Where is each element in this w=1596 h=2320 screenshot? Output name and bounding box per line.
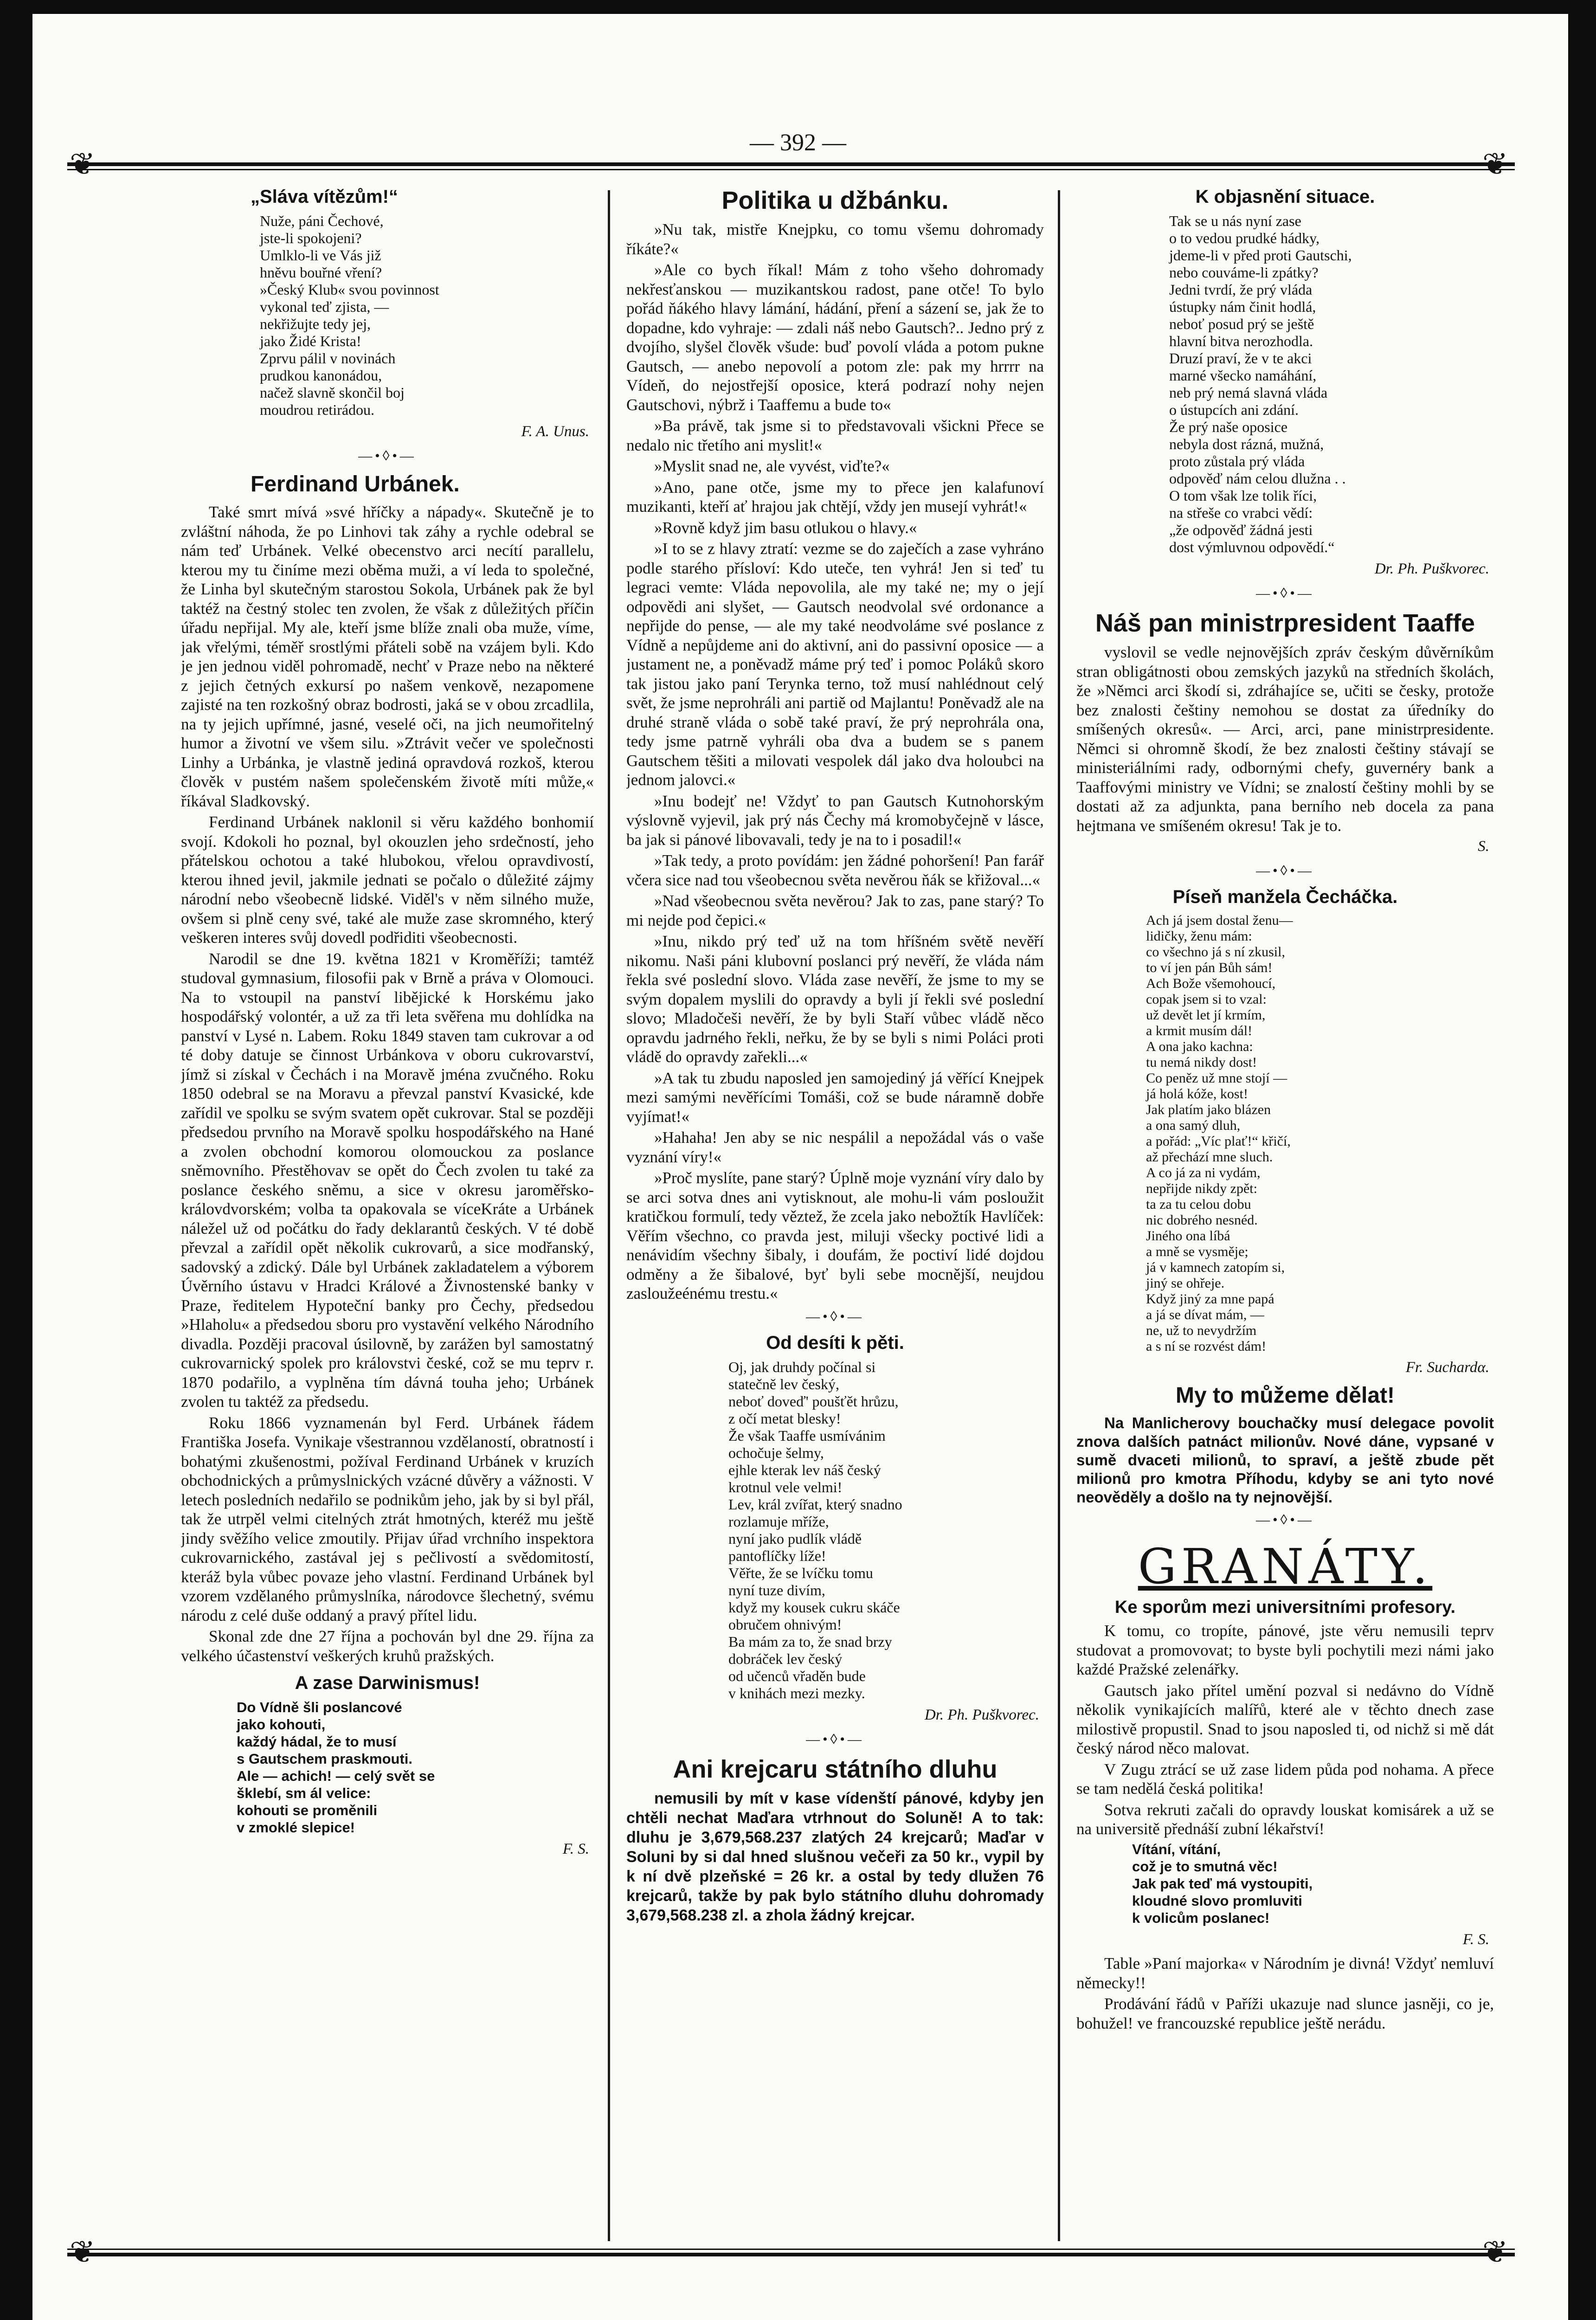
paragraph: K tomu, co tropíte, pánové, jste věru nemusili teprv studovat a promovovat; to byste byli pochytili mezi námi jako každé Pražské zelenářky. — [1076, 1622, 1494, 1678]
poem-line: Jedni tvrdí, že prý vláda — [1169, 281, 1313, 298]
poem-line: krotnul vele velmi! — [728, 1479, 843, 1495]
poem-line: A co já za ni vydám, — [1146, 1165, 1261, 1180]
poem-line: vykonal teď zjista, — — [260, 298, 389, 315]
poem-line: ne, už to nevydržím — [1146, 1323, 1257, 1338]
paragraph: »Nu tak, mistře Knejpku, co tomu všemu dohromady říkáte?« — [626, 220, 1044, 258]
corner-ornament-icon: ❦ — [70, 148, 96, 181]
article-title: Náš pan ministrpresident Taaffe — [1095, 609, 1475, 637]
article-objasneni — [1076, 186, 1494, 579]
poem-line: jiný se ohřeje. — [1146, 1276, 1225, 1291]
poem-line: neboť posud prý se ještě — [1169, 316, 1314, 332]
poem-line: k volicům poslanec! — [1132, 1909, 1270, 1926]
poem-line: Ale — achich! — celý svět se — [237, 1768, 435, 1784]
paragraph: Sotva rekruti začali do opravdy louskat komisárek a už se na universitě přednáší zubní lékařství! — [1076, 1800, 1494, 1838]
separator-ornament-icon: —•◊•— — [806, 1731, 864, 1747]
poem — [1132, 1841, 1494, 1927]
paragraph: »Proč myslíte, pane starý? Úplně moje vyznání víry dalo by se arci sotva dnes ani vytisknout, ale mohu-li vám posloužit kratičkou formulí, tedy věztež, že zcela jako nebožtík Havlíček: Věřím všechno, co pravda jest, miluji všecky poctivé lidi a nenávidím všechny šibaly, i doufám, že poctiví lidé dojdou odměny a že šibalové, byť byli sebe mocnější, neujdou zasloužeénému trestu.« — [626, 1169, 1044, 1302]
poem-line: každý hádal, že to musí — [237, 1734, 397, 1750]
column-divider — [608, 190, 610, 2241]
poem-line: dobráček lev český — [728, 1650, 843, 1667]
paragraph: »Ale co bych říkal! Mám z toho všeho dohromady nekřesťanskou — muzikantskou radost, pane otče! To bylo pořád ňákého hlavy lámání, hádání, pření a sázení se, jak že to dopadne, kdo vyhraje: — zdali náš nebo Gautsch?.. Jedno prý z dvojího, slyšel člověk všude: buď povolí vláda a potom pukne Gautsch, — anebo nepovolí a potom zle: pak my hrrrr na Vídeň, do nejostřejší oposice, která podrazí nohy nejen Gautschovi, nýbrž i Taaffemu a bude to« — [626, 261, 1044, 414]
signature: Dr. Ph. Puškvorec. — [924, 1707, 1039, 1723]
poem-line: prudkou kanonádou, — [260, 367, 382, 384]
separator-ornament-icon: —•◊•— — [1256, 1512, 1314, 1527]
poem-line: od učenců vřaděn bude — [728, 1668, 866, 1684]
poem-line: Vítání, vítání, — [1132, 1841, 1221, 1857]
paragraph: Ferdinand Urbánek naklonil si věru každého bonhomií svojí. Kdokoli ho poznal, byl okouzlen jeho srdečností, jeho přátelskou ochotou a také hlubokou, vřelou opravdivostí, kterou ihned jevil, jakmile jednati se počalo o důležité zájmy národní nebo všeobecně lidské. Viděl's v něm silného muže, ovšem si plně ceny své, také ale muže zase skromného, který veškeren interes svůj dovedl podřiditi všeobecnosti. — [181, 813, 594, 947]
poem-line: nyní jako pudlík vládě — [728, 1530, 862, 1547]
scan-edge-left — [0, 0, 32, 2320]
signature: S. — [1478, 838, 1489, 855]
poem-line: Umlklo-li ve Vás již — [260, 247, 381, 264]
poem-line: nebyla dost rázná, mužná, — [1169, 436, 1324, 452]
poem-line: a mně se vysměje; — [1146, 1244, 1248, 1259]
article-title: Politika u džbánku. — [721, 187, 949, 214]
poem-line: a krmit musím dál! — [1146, 1023, 1253, 1038]
poem-line: Co peněz už mne stojí — — [1146, 1070, 1287, 1086]
poem-line: nekřižujte tedy jej, — [260, 316, 371, 332]
poem — [1146, 913, 1494, 1354]
paragraph: »Ba právě, tak jsme si to představovali všickni Přece se nedalo nic třetího ani myslit!« — [626, 417, 1044, 454]
paragraph: »I to se z hlavy ztratí: vezme se do zaječích a zase vyhráno podle starého přísloví: Kdo uteče, ten vyhrá! Jen si teď tu legraci vemte: Vláda nepovolila, ale my také ne; my o její odpovědi ani slyšet, — Gautsch neodvolal své ordonance a nepřijde do pense, — ale my také neodvoláme své poslance z Vídně a nepůjdeme ani do aktivní, ani do passivní oposice — a justament ne, a poněvadž máme prý teď i pomoc Poláků skoro tak jistou jako paní Terynka terno, tož musí nahlédnout celý svět, že jsme neprohráli ani partiě od Majlantu! Poněvadž ale na druhé straně vláda o sobě také praví, že prý neprohrála ona, tedy jsme patrně vyhráli oba dva a budem se s panem Gautschem těšiti a milovati vespolek dál jako dva holoubci na jednom jalovci.« — [626, 540, 1044, 789]
signature: Fr. Suchardα. — [1405, 1359, 1489, 1376]
poem-line: Ach Bože všemohoucí, — [1146, 976, 1276, 991]
paragraph: nemusili by mít v kase vídenští pánové, kdyby jen chtěli nechat Maďara vtrhnout do Soluně! A to tak: dluhu je 3,679,568.237 zlatých 24 krejcarů; Maďar v Soluni by si dal hned slušnou večeři za 50 kr., vypil by k ní dvě plzeňské = 26 kr. a ostal by tedy dlužen 76 krejcarů, takže by pak bylo státního dluhu dohromady 3,679,568.238 zl. a zhola žádný krejcar. — [626, 1790, 1044, 1924]
poem-line: „že odpověď žádná jesti — [1169, 522, 1313, 538]
separator-ornament-icon: —•◊•— — [358, 448, 417, 464]
separator-ornament-icon: —•◊•— — [806, 1308, 864, 1324]
poem-line: neb prý nemá slavná vláda — [1169, 384, 1328, 401]
poem-line: Do Vídně šli poslancové — [237, 1699, 402, 1715]
poem-line: co všechno já s ní zkusil, — [1146, 944, 1285, 960]
poem-line: Ba mám za to, že snad brzy — [728, 1633, 892, 1650]
poem-line: Jak platím jako blázen — [1146, 1102, 1271, 1117]
poem-line: z očí metat blesky! — [728, 1410, 841, 1427]
poem-line: copak jsem si to vzal: — [1146, 992, 1267, 1007]
article-politika — [626, 186, 1044, 1303]
poem-line: jako Židé Krista! — [260, 333, 361, 349]
poem-line: jdeme-li v před proti Gautschi, — [1169, 247, 1352, 264]
poem-line: marné všecko namáhání, — [1169, 367, 1317, 384]
signature: F. S. — [562, 1841, 589, 1857]
article-cechacka — [1076, 886, 1494, 1378]
poem-line: Že prý naše oposice — [1169, 419, 1288, 435]
paragraph: »Rovně když jim basu otlukou o hlavy.« — [654, 518, 917, 537]
poem-line: moudrou retirádou. — [260, 401, 375, 418]
poem-line: o to vedou prudké hádky, — [1169, 230, 1320, 246]
article-title: Ferdinand Urbánek. — [251, 472, 460, 496]
poem-line: Když jiný za mne papá — [1146, 1291, 1274, 1307]
poem-line: já v kamnech zatopím si, — [1146, 1260, 1285, 1275]
article-title: Od desíti k pěti. — [766, 1333, 904, 1353]
signature: F. A. Unus. — [521, 423, 589, 440]
poem-line: Věřte, že se lvíčku tomu — [728, 1565, 873, 1581]
article-slava — [181, 186, 594, 442]
poem-line: ústupky nám činit hodlá, — [1169, 298, 1316, 315]
poem-line: A ona jako kachna: — [1146, 1039, 1253, 1054]
poem — [1169, 213, 1494, 556]
poem-line: Oj, jak druhdy počínal si — [728, 1359, 876, 1375]
article-title: K objasnění situace. — [1195, 187, 1375, 207]
article-urbanek — [181, 471, 594, 1665]
paragraph: Prodávání řádů v Paříži ukazuje nad slunce jasněji, co je, bohužel! ve francouzské republice ještě nerádu. — [1076, 1995, 1494, 2032]
article-taaffe — [1076, 608, 1494, 857]
poem — [728, 1359, 1044, 1702]
poem-line: šklebí, sm ál velice: — [237, 1785, 371, 1801]
poem-line: už devět let jí krmím, — [1146, 1007, 1266, 1023]
poem-line: hlavní bitva nerozhodla. — [1169, 333, 1313, 349]
poem-line: statečně lev český, — [728, 1376, 839, 1392]
paragraph: Skonal zde dne 27 října a pochován byl dne 29. října za velkého účastenství veškerých kruhů pražských. — [181, 1627, 594, 1665]
poem-line: když my kousek cukru skáče — [728, 1599, 900, 1616]
top-rule — [67, 162, 1515, 166]
poem-line: obručem ohnivým! — [728, 1616, 842, 1633]
paragraph: »Hahaha! Jen aby se nic nespálil a nepožádal vás o vaše vyznání víry!« — [626, 1128, 1044, 1166]
poem-line: Druzí praví, že v te akci — [1169, 350, 1312, 367]
poem-line: proto zůstala prý vláda — [1169, 453, 1305, 470]
poem-line: ta za tu celou dobu — [1146, 1197, 1251, 1212]
poem-line: a s ní se rozvést dám! — [1146, 1339, 1267, 1354]
poem-line: kloudné slovo promluviti — [1132, 1892, 1302, 1909]
paragraph: Gautsch jako přítel umění pozval si nedávno do Vídně několik vynikajících malířů, které ale v těchto dnech zase milostivě propustil. Snad to jsou naposled ti, od nichž si mě dát český národ něco malovat. — [1076, 1681, 1494, 1757]
poem-line: nepřijde nikdy zpět: — [1146, 1181, 1257, 1196]
poem-line: Tak se u nás nyní zase — [1169, 213, 1301, 229]
poem-line: nyní tuze divím, — [728, 1582, 825, 1598]
scan-edge-top — [0, 0, 1596, 14]
poem-line: jako kohouti, — [237, 1716, 326, 1733]
poem-line: s Gautschem praskmouti. — [237, 1751, 413, 1767]
scan-edge-right — [1568, 0, 1596, 2320]
paragraph: »Ano, pane otče, jsme my to přece jen kalafunoví muzikanti, kteří ať hrajou jak chtějí, vždy jen musejí vyhrát!« — [626, 478, 1044, 516]
poem-line: pantoflíčky líže! — [728, 1547, 826, 1564]
poem-line: nebo couváme-li zpátky? — [1169, 264, 1319, 281]
separator-ornament-icon: —•◊•— — [1256, 585, 1314, 601]
column-3 — [1076, 186, 1494, 2241]
poem — [237, 1699, 594, 1836]
paragraph: »Inu, nikdo prý teď už na tom hříšném světě nevěří nikomu. Naši páni klubovní poslanci prý nevěří, že vláda nám řekla své poslední slovo. Vláda zase nevěří, že jsme to my se svým dopalem myslili do opravdy a byli jí řekli své poslední slovo; Mladočeši nevěří, že by byli Staří vůbec vládě něco opravdu jadrného řekli, neřku, že by se byli s nimi Poláci proti vládě do opravdy zařekli...« — [626, 932, 1044, 1066]
bottom-rule-thin — [67, 2249, 1515, 2250]
poem-line: O tom však lze tolik říci, — [1169, 487, 1317, 504]
column-divider — [1058, 190, 1060, 2241]
poem-line: Ach já jsem dostal ženu— — [1146, 913, 1293, 928]
poem-line: ejhle kterak lev náš český — [728, 1462, 881, 1478]
article-krejcaru — [626, 1754, 1044, 1925]
article-delat — [1076, 1382, 1494, 1507]
article-darwinismus — [181, 1672, 594, 1859]
poem-line: a pořád: „Víc plať!“ křičí, — [1146, 1134, 1291, 1149]
poem-line: to ví jen pán Bůh sám! — [1146, 960, 1273, 975]
poem-line: tu nemá nikdy dost! — [1146, 1055, 1257, 1070]
page-number: — 392 — — [750, 129, 846, 156]
column-1 — [181, 186, 594, 2241]
article-title: Píseň manžela Čecháčka. — [1172, 887, 1398, 907]
poem-line: o ústupcích ani zdání. — [1169, 401, 1299, 418]
paragraph: Roku 1866 vyznamenán byl Ferd. Urbánek řádem Františka Josefa. Vynikaje všestrannou vzdělaností, obratností i bohatými zkušenostmi, požíval Ferdinand Urbánek v kruzích obchodnických a průmyslnických vzácné důvěry a vážnosti. V letech posledních nedařilo se podnikům jeho, jak by si byl přál, tak že utrpěl velmi citelných ztrát hmotných, kteréž mu ještě jindy svěžího velice zmoutily. Přijav úřad vrchního inspektora cukrovarnického, zastával jej s pečlivostí a svědomitostí, kteráž byla vůbec povaze jeho vlastní. Ferdinand Urbánek byl vzorem vzdělaného průmyslníka, národovce šlechetný, svému národu z celé duše oddaný a pravý přítel lidu. — [181, 1413, 594, 1624]
top-rule-thin — [67, 169, 1515, 170]
poem-line: Nuže, páni Čechové, — [260, 213, 384, 229]
article-title: My to můžeme dělat! — [1175, 1383, 1395, 1408]
poem-line: a já se dívat mám, — — [1146, 1307, 1264, 1322]
poem-line: nic dobrého nesnéd. — [1146, 1212, 1258, 1228]
poem-line: dost výmluvnou odpovědí.“ — [1169, 539, 1335, 555]
poem-line: Zprvu pálil v novinách — [260, 350, 396, 367]
corner-ornament-icon: ❦ — [70, 2236, 96, 2269]
corner-ornament-icon: ❦ — [1482, 2236, 1508, 2269]
article-granaty — [1076, 1539, 1494, 2033]
paragraph: »Nad všeobecnou světa nevěrou? Jak to zas, pane starý? To mi nejde pod čepici.« — [626, 892, 1044, 929]
poem-line: až přechází mne sluch. — [1146, 1149, 1273, 1165]
article-title: Ani krejcaru státního dluhu — [673, 1755, 998, 1783]
paragraph: »A tak tu zbudu naposled jen samojediný já věřící Knejpek mezi samými nevěřícími Tomáši, což se bude náramně dobře vyjímat!« — [626, 1069, 1044, 1126]
paragraph: Narodil se dne 19. května 1821 v Kroměříži; tamtéž studoval gymnasium, filosofii pak v Brně a práva v Olomouci. Na to vstoupil na panství libějické k Horskému jako hospodářský volontér, a už za tři leta svěřena mu dohlídka na panství v Lysé n. Labem. Roku 1849 staven tam cukrovar a od té doby datuje se činnost Urbánkova v oboru cukrovarství, jímž si získal v Čechách i na Moravě jména zvučného. Roku 1850 odebral se na Moravu a převzal panství Kvasické, kde zařídil ve spolku se svým svatem opět cukrovar. Stal se později předsedou prvního na Moravě spolku hospodářského na Hané a zvolen obchodní komorou olomouckou za poslance sněmovního. Přestěhovav se opět do Čech zvolen tu také za poslance českého sněmu, a sice v okresu jaroměřsko-královdvorském; volba ta opakovala se víceKráte a Urbánek náležel už od počátku do řady deklarantů českých. V té době převzal a zařídil opět několik cukrovarů, a sice modřanský, sadovský a zdický. Dále byl Urbánek zakladatelem a výborem Úvěrního ústavu v Hradci Králové a Živnostenské banky v Praze, ředitelem Hypoteční banky pro Čechy, předsedou »Hlaholu« a předsedou sboru pro vystavění velkého Národního divadla. Později pracoval úsilovně, by zarážen byl samostatný cukrovarnický spolek pro královstvi české, což se mu teprv r. 1870 podařilo, a vyplněna tím dávná touha jeho; Urbánek zvolen tu taktéž za předsedu. — [181, 949, 594, 1411]
paragraph: vyslovil se vedle nejnovějších zpráv českým důvěrníkům stran obligátnosti obou zemských jazyků na středních školách, že »Němci arci škodí si, zdráhajíce se, učiti se česky, protože bez znalosti češtiny nemohou se dostat za úředníky do smíšených okresů«. — Arci, arci, pane ministrpresidente. Němci si ohromně škodí, že bez znalosti češtiny stávají se ministeriálními rady, odbornými chefy, guvernéry bank a Taaffovými ministry ve Vídni; se znalostí češtiny mohli by se dostati až za adjunkta, pana berního neb docela za pana hejtmana ve smíšeném okresu! Tak je to. — [1076, 643, 1494, 835]
signature: Dr. Ph. Puškvorec. — [1374, 561, 1489, 577]
paragraph: Table »Paní majorka« v Národním je divná! Vždyť nemluví německy!! — [1076, 1954, 1494, 1992]
poem-line: neboť doveď' poušťět hrůzu, — [728, 1393, 899, 1410]
article-subtitle: Ke sporům mezi universitními profesory. — [1114, 1598, 1456, 1617]
article-title: „Sláva vítězům!“ — [251, 187, 398, 207]
poem-line: já holá kóže, kost! — [1146, 1086, 1248, 1102]
poem-line: Jiného ona líbá — [1146, 1228, 1230, 1244]
paragraph: »Tak tedy, a proto povídám: jen žádné pohoršení! Pan farář včera sice nad tou všeobecnou světa nevěrou ňák se křižoval...« — [626, 851, 1044, 889]
paragraph: V Zugu ztrácí se už zase lidem půda pod nohama. A přece se tam nedělá česká politika! — [1076, 1760, 1494, 1798]
poem-line: a ona samý dluh, — [1146, 1118, 1241, 1133]
poem-line: »Český Klub« svou povinnost — [260, 281, 439, 298]
column-2 — [626, 186, 1044, 2241]
poem-line: v knihách mezi mezky. — [728, 1685, 865, 1701]
poem-line: lidičky, ženu mám: — [1146, 928, 1252, 944]
poem-line: kohouti se proměnili — [237, 1802, 378, 1818]
poem-line: Jak pak teď má vystoupiti, — [1132, 1875, 1313, 1892]
paragraph: Na Manlicherovy bouchačky musí delegace povolit znova dalších patnáct milionův. Nové dáne, vypsané v sumě dvaceti milionů, to spraví, a ještě zbude pět milionů pro kmotra Příhodu, kdyby se ani tyto nové neověděly a došlo na ty nejnovější. — [1076, 1414, 1494, 1506]
poem — [260, 213, 594, 419]
poem-line: Lev, král zvířat, který snadno — [728, 1496, 902, 1513]
poem-line: hněvu bouřné vření? — [260, 264, 382, 281]
poem-line: jste-li spokojeni? — [260, 230, 362, 246]
poem-line: Že však Taaffe usmívánim — [728, 1427, 886, 1444]
separator-ornament-icon: —•◊•— — [1256, 863, 1314, 878]
poem-line: v zmoklé slepice! — [237, 1819, 355, 1836]
article-petit — [626, 1332, 1044, 1725]
bottom-rule — [67, 2253, 1515, 2256]
paragraph: »Myslit snad ne, ale vyvést, viďte?« — [654, 457, 890, 475]
poem-line: odpověď nám celou dlužna . . — [1169, 470, 1346, 487]
poem-line: rozlamuje mříže, — [728, 1513, 829, 1530]
article-title: A zase Darwinismus! — [295, 1673, 480, 1693]
poem-line: načež slavně skončil boj — [260, 384, 405, 401]
signature: F. S. — [1462, 1931, 1489, 1948]
section-title: GRANÁTY. — [1138, 1538, 1433, 1595]
paragraph: »Inu bodejť ne! Vždyť to pan Gautsch Kutnohorským výslovně vyjevil, jak prý nás Čechy má kromobyčejně v lásce, ba jak si pánové libovavali, tedy je na to i posadil!« — [626, 792, 1044, 849]
poem-line: na střeše co vrabci vědí: — [1169, 504, 1313, 521]
corner-ornament-icon: ❦ — [1482, 148, 1508, 181]
poem-line: což je to smutná věc! — [1132, 1858, 1278, 1875]
poem-line: ochočuje šelmy, — [728, 1444, 824, 1461]
paragraph: Také smrt mívá »své hříčky a nápady«. Skutečně je to zvláštní náhoda, že po Linhovi tak záhy a rychle odebral se nám teď Urbánek. Velké obecenstvo arci necítí parallelu, kterou my tu činíme mezi oběma muži, a ví leda to společné, že Linha byl skutečným starostou Sokola, Urbánek pak že byl taktéž na čestný stolec ten zvolen, že však z důležitých příčin úřadu nepřijal. My ale, kteří jsme blíže znali oba muže, víme, jak vřelými, téměř srostlými přáteli sobě na vzájem byli. Kdo je jen jednou viděl pohromadě, nechť v Praze nebo na některé z jejich četných exkursí po našem venkově, nezapomene zajisté na ten rozkošný obraz bodrosti, jaká se v obou zrcadlila, na ty jejich upřímné, jasné, veselé oči, na jich neumořitelný humor a životní ve všem silu. »Ztrávit večer ve společnosti Linhy a Urbánka, je vlastně jediná opravdová rozkoš, kterou člověk v pustém našem společenském životě míti může,« říkával Sladkovský. — [181, 503, 594, 810]
